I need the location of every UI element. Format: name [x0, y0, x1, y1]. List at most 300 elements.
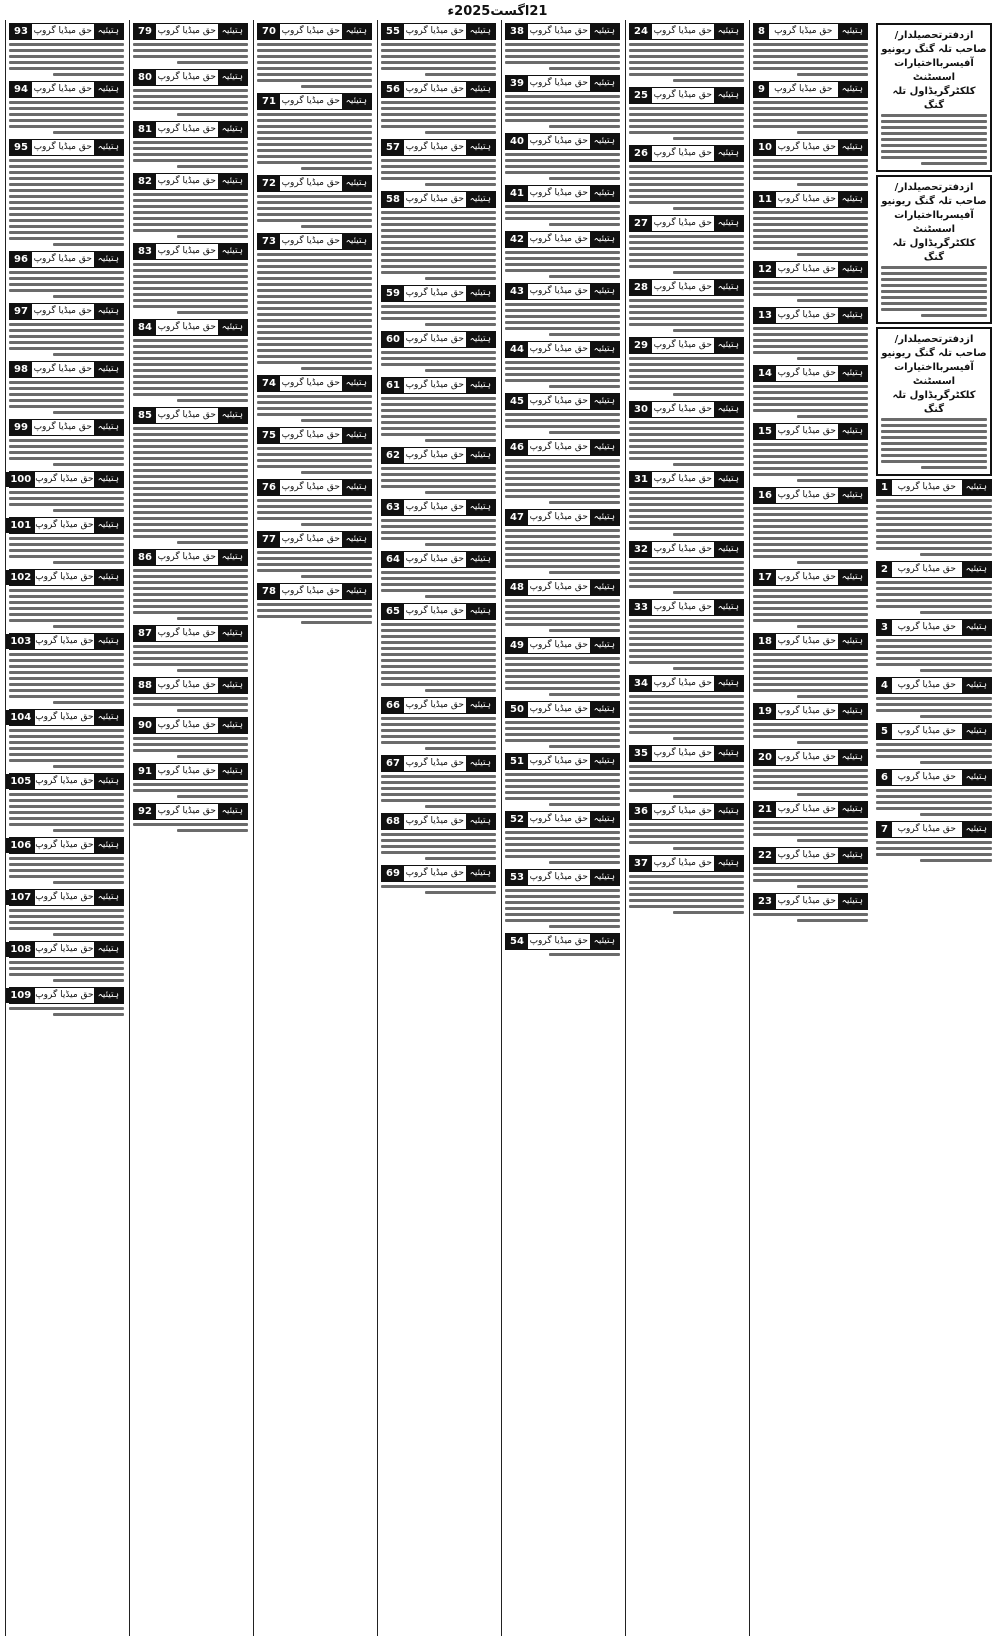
text-line	[797, 299, 868, 302]
text-line	[9, 119, 124, 122]
text-line	[797, 839, 868, 842]
text-line	[673, 591, 744, 594]
notice-header	[753, 847, 868, 864]
text-line	[629, 503, 744, 506]
text-line	[9, 171, 124, 174]
text-line	[505, 107, 620, 110]
text-line	[753, 513, 868, 516]
text-line	[753, 543, 868, 546]
text-line	[9, 55, 124, 58]
text-line	[753, 241, 868, 244]
classified-notice	[381, 447, 496, 495]
classified-notice	[505, 341, 620, 389]
classified-notice	[505, 393, 620, 435]
text-line	[425, 439, 496, 442]
header-tag: ہتیئیہ	[590, 934, 619, 949]
notice-header	[629, 599, 744, 616]
text-line	[753, 223, 868, 226]
text-line	[381, 635, 496, 638]
notice-header	[133, 69, 248, 86]
text-line	[629, 201, 744, 204]
text-line	[425, 131, 496, 134]
text-line	[133, 481, 248, 484]
text-line	[673, 463, 744, 466]
header-tag: ہتیئیہ	[342, 480, 371, 495]
header-tag: ہتیئیہ	[962, 822, 991, 837]
text-line	[133, 611, 248, 614]
notice-number: 24	[630, 24, 652, 39]
text-line	[629, 655, 744, 658]
text-line	[505, 159, 620, 162]
notice-header	[381, 697, 496, 714]
text-line	[505, 309, 620, 312]
group-label: حق میڈیا گروپ	[529, 286, 588, 296]
text-line	[505, 791, 620, 794]
notice-number: 86	[134, 550, 156, 565]
notice-number: 62	[382, 448, 404, 463]
text-line	[876, 593, 992, 596]
column-3	[625, 20, 747, 1636]
column-2	[749, 20, 871, 1636]
classified-notice	[876, 479, 992, 557]
notice-header	[753, 81, 868, 98]
notice-header	[381, 139, 496, 156]
text-line	[9, 283, 124, 286]
group-label: حق میڈیا گروپ	[529, 936, 588, 946]
text-line	[133, 95, 248, 98]
classified-notice	[9, 361, 124, 415]
header-tag: ہتیئیہ	[218, 678, 247, 693]
classified-notice	[9, 251, 124, 299]
text-line	[753, 525, 868, 528]
text-line	[9, 399, 124, 402]
header-tag: ہتیئیہ	[590, 342, 619, 357]
text-line	[881, 266, 987, 269]
group-label: حق میڈیا گروپ	[157, 806, 216, 816]
group-label: حق میڈیا گروپ	[157, 552, 216, 562]
notice-header	[876, 677, 992, 694]
text-line	[673, 737, 744, 740]
text-line	[425, 857, 496, 860]
text-line	[549, 953, 620, 956]
text-line	[753, 247, 868, 250]
header-tag: ہتیئیہ	[838, 488, 867, 503]
text-line	[133, 493, 248, 496]
header-tag: ہتیئیہ	[714, 24, 743, 39]
text-line	[505, 553, 620, 556]
notice-header	[629, 401, 744, 418]
text-line	[753, 449, 868, 452]
group-label: حق میڈیا گروپ	[653, 218, 712, 228]
notice-number: 1	[877, 480, 892, 495]
group-label: حق میڈیا گروپ	[281, 482, 340, 492]
text-line	[133, 199, 248, 202]
text-line	[876, 755, 992, 758]
text-line	[257, 499, 372, 502]
text-line	[381, 519, 496, 522]
text-line	[753, 165, 868, 168]
classified-notice	[9, 23, 124, 77]
group-label: حق میڈیا گروپ	[157, 720, 216, 730]
classified-notice	[381, 285, 496, 327]
text-line	[9, 323, 124, 326]
header-tag: ہتیئیہ	[590, 186, 619, 201]
text-line	[381, 729, 496, 732]
header-tag: ہتیئیہ	[714, 746, 743, 761]
text-line	[673, 795, 744, 798]
text-line	[505, 373, 620, 376]
text-line	[9, 457, 124, 460]
text-line	[133, 737, 248, 740]
text-line	[876, 663, 992, 666]
notice-header	[133, 763, 248, 780]
notice-number: 81	[134, 122, 156, 137]
classified-notice	[753, 801, 868, 843]
notice-header	[753, 893, 868, 910]
text-line	[133, 651, 248, 654]
text-line	[133, 433, 248, 436]
text-line	[381, 647, 496, 650]
text-line	[133, 451, 248, 454]
header-tag: ہتیئیہ	[466, 552, 495, 567]
text-line	[629, 433, 744, 436]
text-line	[881, 114, 987, 117]
text-line	[381, 787, 496, 790]
text-line	[753, 613, 868, 616]
text-line	[257, 447, 372, 450]
text-line	[549, 333, 620, 336]
header-tag: ہتیئیہ	[94, 472, 123, 487]
text-line	[753, 665, 868, 668]
text-line	[425, 689, 496, 692]
text-line	[753, 43, 868, 46]
group-label: حق میڈیا گروپ	[157, 680, 216, 690]
text-line	[257, 307, 372, 310]
group-label: حق میڈیا گروپ	[33, 254, 92, 264]
text-line	[133, 605, 248, 608]
text-line	[257, 355, 372, 358]
notice-header	[629, 87, 744, 104]
text-line	[753, 833, 868, 836]
notice-header	[133, 717, 248, 734]
text-line	[301, 367, 372, 370]
notice-number: 53	[506, 870, 528, 885]
text-line	[257, 143, 372, 146]
text-line	[9, 927, 124, 930]
text-line	[133, 223, 248, 226]
text-line	[881, 272, 987, 275]
notice-header	[9, 709, 124, 726]
classified-notice	[629, 599, 744, 671]
classified-notice	[257, 427, 372, 475]
text-line	[425, 277, 496, 280]
text-line	[53, 625, 124, 628]
group-label: حق میڈیا گروپ	[653, 90, 712, 100]
text-line	[876, 599, 992, 602]
text-line	[381, 125, 496, 128]
text-line	[881, 278, 987, 281]
classified-notice	[381, 551, 496, 599]
text-line	[505, 251, 620, 254]
notice-number: 102	[6, 570, 35, 585]
notice-number: 68	[382, 814, 404, 829]
text-line	[381, 781, 496, 784]
text-line	[9, 817, 124, 820]
text-line	[629, 73, 744, 76]
notice-number: 7	[877, 822, 892, 837]
text-line	[876, 657, 992, 660]
group-label: حق میڈیا گروپ	[157, 410, 216, 420]
text-line	[881, 430, 987, 433]
text-line	[881, 302, 987, 305]
group-label: حق میڈیا گروپ	[33, 422, 92, 432]
text-line	[629, 49, 744, 52]
notice-number: 74	[258, 376, 280, 391]
group-label: حق میڈیا گروپ	[777, 426, 836, 436]
text-line	[133, 487, 248, 490]
notice-number: 92	[134, 804, 156, 819]
notice-header	[505, 231, 620, 248]
text-line	[381, 717, 496, 720]
text-line	[257, 49, 372, 52]
classified-notice	[257, 583, 372, 625]
text-line	[257, 289, 372, 292]
notice-number: 66	[382, 698, 404, 713]
classified-notice	[629, 745, 744, 799]
text-line	[9, 393, 124, 396]
text-line	[629, 43, 744, 46]
text-line	[9, 967, 124, 970]
text-line	[505, 727, 620, 730]
notice-number: 45	[506, 394, 528, 409]
text-line	[753, 827, 868, 830]
text-line	[629, 165, 744, 168]
text-line	[9, 741, 124, 744]
header-tag: ہتیئیہ	[714, 856, 743, 871]
text-line	[505, 669, 620, 672]
text-line	[133, 657, 248, 660]
notice-number: 18	[754, 634, 776, 649]
text-line	[9, 207, 124, 210]
classified-notice	[9, 889, 124, 937]
group-label: حق میڈیا گروپ	[653, 148, 712, 158]
text-line	[753, 735, 868, 738]
classified-notice	[753, 191, 868, 257]
text-line	[629, 567, 744, 570]
text-line	[753, 397, 868, 400]
header-tag: ہتیئیہ	[962, 678, 991, 693]
text-line	[629, 265, 744, 268]
group-label: حق میڈیا گروپ	[653, 748, 712, 758]
classified-notice	[133, 763, 248, 799]
text-line	[629, 789, 744, 792]
text-line	[9, 747, 124, 750]
text-line	[53, 933, 124, 936]
notice-number: 33	[630, 600, 652, 615]
text-line	[505, 425, 620, 428]
text-line	[881, 424, 987, 427]
notice-header	[9, 303, 124, 320]
text-line	[9, 811, 124, 814]
text-line	[629, 241, 744, 244]
text-line	[9, 329, 124, 332]
notice-header	[505, 701, 620, 718]
group-label: حق میڈیا گروپ	[157, 176, 216, 186]
text-line	[629, 131, 744, 134]
group-label: حق میڈیا گروپ	[529, 442, 588, 452]
notice-header	[9, 889, 124, 906]
classified-notice	[133, 319, 248, 403]
text-line	[9, 805, 124, 808]
text-line	[133, 789, 248, 792]
notice-header	[381, 81, 496, 98]
header-tag: ہتیئیہ	[466, 332, 495, 347]
notice-number: 19	[754, 704, 776, 719]
classified-notice	[753, 749, 868, 797]
text-line	[133, 141, 248, 144]
text-line	[673, 533, 744, 536]
text-line	[133, 697, 248, 700]
text-line	[505, 559, 620, 562]
text-line	[753, 537, 868, 540]
text-line	[381, 223, 496, 226]
notice-number: 39	[506, 76, 528, 91]
text-line	[876, 847, 992, 850]
text-line	[257, 557, 372, 560]
text-line	[797, 253, 868, 256]
text-line	[753, 519, 868, 522]
text-line	[53, 701, 124, 704]
text-line	[629, 323, 744, 326]
classified-notice	[753, 893, 868, 923]
notice-header	[505, 133, 620, 150]
notice-number: 60	[382, 332, 404, 347]
text-line	[629, 67, 744, 70]
office-notice	[876, 23, 992, 172]
notice-number: 50	[506, 702, 528, 717]
group-label: حق میڈیا گروپ	[281, 586, 340, 596]
classified-notice	[629, 401, 744, 467]
text-line	[133, 49, 248, 52]
text-line	[133, 587, 248, 590]
text-line	[381, 397, 496, 400]
notice-header	[753, 365, 868, 382]
group-label: حق میڈیا گروپ	[777, 490, 836, 500]
text-line	[381, 677, 496, 680]
text-line	[881, 436, 987, 439]
group-label: حق میڈیا گروپ	[405, 380, 464, 390]
text-line	[629, 305, 744, 308]
classified-notice	[257, 531, 372, 579]
text-line	[549, 629, 620, 632]
text-line	[753, 507, 868, 510]
text-line	[9, 503, 124, 506]
text-line	[53, 1013, 124, 1016]
classified-notice	[505, 185, 620, 227]
header-tag: ہتیئیہ	[342, 94, 371, 109]
notice-number: 28	[630, 280, 652, 295]
text-line	[9, 915, 124, 918]
text-line	[133, 427, 248, 430]
classified-notice	[753, 365, 868, 419]
text-line	[133, 457, 248, 460]
text-line	[381, 159, 496, 162]
group-label: حق میڈیا گروپ	[777, 706, 836, 716]
text-line	[257, 337, 372, 340]
group-label: حق میڈیا گروپ	[405, 334, 464, 344]
header-tag: ہتیئیہ	[218, 244, 247, 259]
text-line	[9, 857, 124, 860]
text-line	[133, 43, 248, 46]
text-line	[257, 119, 372, 122]
text-line	[257, 505, 372, 508]
text-line	[797, 183, 868, 186]
notice-header	[753, 139, 868, 156]
text-line	[753, 281, 868, 284]
text-line	[381, 217, 496, 220]
text-line	[381, 265, 496, 268]
notice-header	[629, 23, 744, 40]
text-line	[753, 217, 868, 220]
text-line	[881, 308, 987, 311]
notice-header	[133, 121, 248, 138]
text-line	[257, 563, 372, 566]
classified-notice	[133, 69, 248, 117]
text-line	[876, 547, 992, 550]
classified-notice	[753, 307, 868, 361]
group-label: حق میڈیا گروپ	[529, 26, 588, 36]
notice-header	[9, 471, 124, 488]
notice-header	[381, 755, 496, 772]
notice-number: 10	[754, 140, 776, 155]
group-label: حق میڈیا گروپ	[897, 622, 956, 632]
text-line	[9, 49, 124, 52]
text-line	[9, 595, 124, 598]
text-line	[133, 55, 248, 58]
notice-number: 14	[754, 366, 776, 381]
text-line	[797, 885, 868, 888]
text-line	[257, 511, 372, 514]
header-tag: ہتیئیہ	[714, 280, 743, 295]
text-line	[133, 193, 248, 196]
text-line	[876, 697, 992, 700]
text-line	[53, 463, 124, 466]
notice-number: 42	[506, 232, 528, 247]
text-line	[876, 841, 992, 844]
classified-notice	[381, 755, 496, 809]
text-line	[257, 343, 372, 346]
text-line	[257, 125, 372, 128]
text-line	[629, 247, 744, 250]
notice-number: 97	[10, 304, 32, 319]
group-label: حق میڈیا گروپ	[529, 512, 588, 522]
classified-notice	[9, 569, 124, 629]
text-line	[505, 49, 620, 52]
notice-header	[753, 261, 868, 278]
group-label: حق میڈیا گروپ	[35, 840, 94, 850]
text-line	[505, 113, 620, 116]
text-line	[753, 671, 868, 674]
text-line	[753, 659, 868, 662]
text-line	[381, 629, 496, 632]
text-line	[9, 601, 124, 604]
header-tag: ہتیئیہ	[94, 420, 123, 435]
text-line	[381, 723, 496, 726]
notice-header	[381, 603, 496, 620]
notice-number: 58	[382, 192, 404, 207]
notice-header	[876, 723, 992, 740]
notice-header	[381, 551, 496, 568]
